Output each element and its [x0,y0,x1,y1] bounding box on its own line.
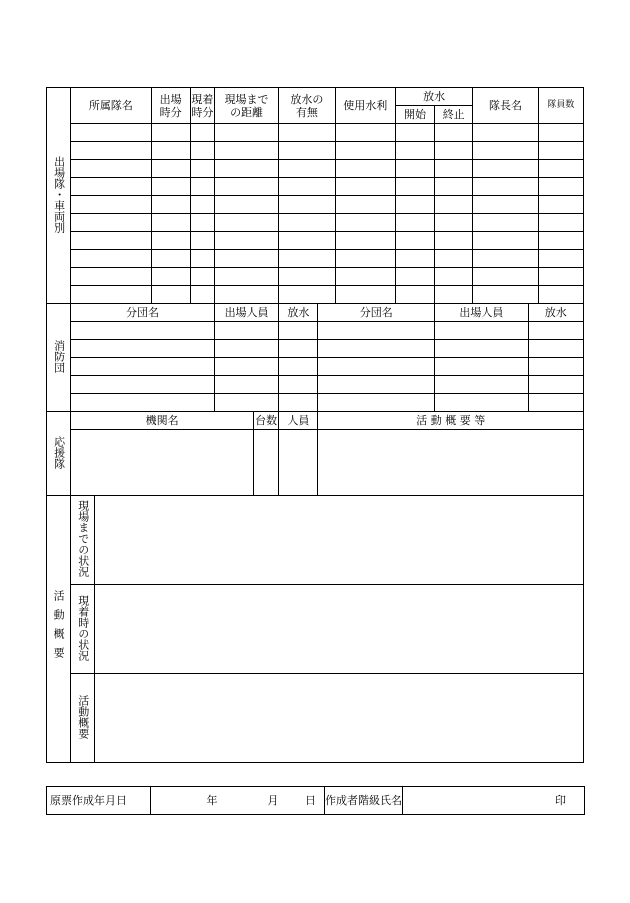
support-side-label: 応援隊 [47,412,71,496]
year-label: 年 [207,787,243,815]
fire-corps-row [47,322,584,340]
header-discharge-end: 終止 [435,106,473,124]
fire-corps-row [47,394,584,412]
dispatch-row [47,250,584,268]
dispatch-row [47,286,584,304]
before-arrival-label: 現場までの状況 [71,496,95,585]
dispatch-row [47,160,584,178]
header-discharge-right: 放水 [528,304,583,322]
footer-table [46,786,585,815]
header-discharge-start: 開始 [395,106,434,124]
author-field[interactable] [403,787,523,815]
header-support-personnel: 人員 [279,412,318,430]
header-departure-time: 出場 時分 [151,88,190,124]
fire-corps-row [47,340,584,358]
header-personnel-right: 出場人員 [435,304,529,322]
header-distance: 現場まで の距離 [214,88,278,124]
dispatch-row [47,178,584,196]
dispatch-row [47,232,584,250]
day-label: 日 [283,787,325,815]
seal-label: 印 [523,787,585,815]
header-crew-count: 隊員数 [538,88,583,124]
header-captain-name: 隊長名 [473,88,538,124]
support-row [47,430,584,496]
header-discharge-group: 放水 [395,88,472,106]
header-arrival-time: 現着 時分 [190,88,214,124]
header-personnel-left: 出場人員 [214,304,278,322]
dispatch-row [47,268,584,286]
before-arrival-field[interactable] [95,496,584,585]
on-arrival-label: 現着時の状況 [71,585,95,674]
header-agency-name: 機関名 [71,412,254,430]
fire-corps-row [47,376,584,394]
summary-label: 活動概要 [71,674,95,763]
header-branch-name-right: 分団名 [318,304,435,322]
month-label: 月 [243,787,283,815]
dispatch-side-label: 出場隊・車両別 [47,88,71,304]
dispatch-row [47,124,584,142]
dispatch-row [47,196,584,214]
incident-report-table [46,87,584,763]
fire-corps-row [47,358,584,376]
dispatch-row [47,214,584,232]
activity-side-label: 活動概要 [47,496,71,763]
header-water-discharge: 放水の 有無 [279,88,335,124]
fire-corps-side-label: 消防団 [47,304,71,412]
header-branch-name-left: 分団名 [71,304,215,322]
created-date-label: 原票作成年月日 [47,787,151,815]
year-field[interactable] [151,787,207,815]
header-discharge-left: 放水 [279,304,318,322]
on-arrival-field[interactable] [95,585,584,674]
header-vehicles: 台数 [254,412,279,430]
header-water-source: 使用水利 [335,88,395,124]
header-unit-name: 所属隊名 [71,88,151,124]
author-label: 作成者階級氏名 [325,787,403,815]
dispatch-row [47,142,584,160]
header-activity-summary: 活 動 概 要 等 [318,412,584,430]
summary-field[interactable] [95,674,584,763]
